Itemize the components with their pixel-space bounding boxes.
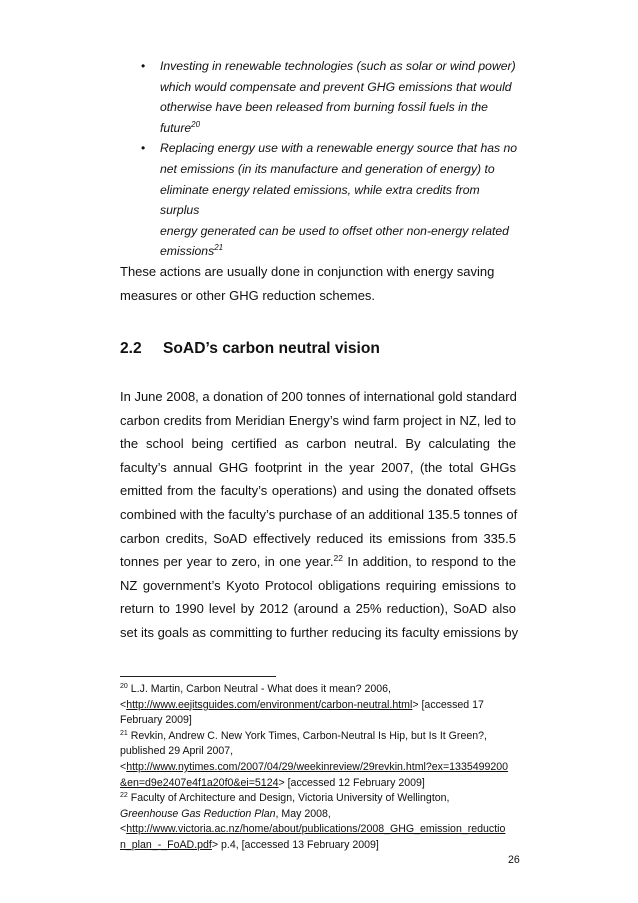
footnote-line bbox=[120, 698, 520, 714]
footnote-text: Faculty of Architecture and Design, Victoria University of Wellington, bbox=[127, 792, 450, 805]
footnote-link[interactable]: http://www.nytimes.com/2007/04/29/weekinreview/29revkin.html?ex=1335499200 bbox=[126, 760, 509, 773]
bullet-item bbox=[120, 138, 520, 262]
footnote-number: 20 bbox=[120, 683, 128, 690]
footnote-line: February 2009] bbox=[120, 714, 192, 727]
footnote-21 bbox=[120, 729, 520, 745]
bullet-marker: • bbox=[141, 59, 146, 73]
footnote-22 bbox=[120, 791, 520, 807]
paragraph-line: measures or other GHG reduction schemes. bbox=[120, 287, 376, 303]
angle-open: < bbox=[120, 823, 127, 836]
paragraph-line: These actions are usually done in conjunction with energy saving bbox=[120, 264, 495, 279]
paragraph-line: combined with the faculty’s purchase of an additional 135.5 tonnes of bbox=[120, 506, 518, 522]
footnote-ref-22[interactable]: 22 bbox=[333, 553, 343, 564]
footnote-20 bbox=[120, 682, 520, 698]
footnote-link[interactable]: http://www.eejitsguides.com/environment/carbon-neutral.html bbox=[126, 698, 413, 711]
footnote-number: 21 bbox=[120, 729, 128, 737]
footnotes bbox=[120, 682, 520, 854]
paragraph-line: carbon credits, SoAD effectively reduced its emissions from 335.5 bbox=[120, 530, 516, 546]
bullet-line: future bbox=[160, 120, 192, 135]
bullet-list bbox=[120, 56, 520, 262]
footnote-link[interactable]: http://www.victoria.ac.nz/home/about/publications/2008_GHG_emission_reductio bbox=[126, 823, 506, 836]
bullet-line: Replacing energy use with a renewable energy source that has no bbox=[160, 141, 518, 156]
line-text: tonnes per year to zero, in one year. bbox=[120, 554, 334, 570]
paragraph-line: the school being certified as carbon neutral. By calculating the bbox=[120, 436, 516, 452]
footnote-ref-21[interactable]: 21 bbox=[214, 243, 224, 253]
footnote-text: > p.4, [accessed 13 February 2009] bbox=[211, 838, 379, 851]
footnote-text: > [accessed 12 February 2009] bbox=[278, 776, 425, 789]
footnote-link[interactable]: &en=d9e2407e4f1a20f0&ei=5124 bbox=[120, 776, 279, 789]
footnote-divider bbox=[120, 676, 276, 677]
paragraph-actions bbox=[120, 260, 520, 307]
bullet-item bbox=[120, 56, 520, 138]
section-number: 2.2 bbox=[120, 340, 142, 357]
section-title: SoAD’s carbon neutral vision bbox=[163, 340, 380, 357]
bullet-line: net emissions (in its manufacture and generation of energy) to bbox=[160, 161, 495, 176]
bullet-marker: • bbox=[141, 141, 146, 156]
paragraph-line: emitted from the faculty’s operations) and using the donated offsets bbox=[120, 483, 516, 499]
paragraph-line-with-ref bbox=[120, 550, 516, 574]
footnote-text: > [accessed 17 bbox=[412, 698, 484, 711]
footnote-number: 22 bbox=[120, 792, 128, 800]
line-text: In addition, to respond to the bbox=[342, 554, 516, 570]
page-number: 26 bbox=[508, 854, 520, 866]
footnote-link[interactable]: n_plan_-_FoAD.pdf bbox=[120, 838, 212, 851]
paragraph-line: return to 1990 level by 2012 (around a 25% reduction), SoAD also bbox=[120, 601, 516, 617]
paragraph-line: faculty’s annual GHG footprint in the year 2007, (the total GHGs bbox=[120, 459, 516, 475]
bullet-line: Investing in renewable technologies (such as solar or wind power) bbox=[160, 59, 516, 73]
footnote-line bbox=[120, 760, 520, 776]
footnote-line bbox=[120, 776, 520, 792]
paragraph-line: carbon credits from Meridian Energy’s wind farm project in NZ, led to bbox=[120, 412, 516, 428]
angle-open: < bbox=[120, 698, 127, 711]
footnote-line: published 29 April 2007, bbox=[120, 745, 234, 758]
section-heading bbox=[120, 340, 380, 358]
footnote-text: Revkin, Andrew C. New York Times, Carbon-Neutral Is Hip, but Is It Green?, bbox=[127, 729, 487, 742]
paragraph-line: NZ government’s Kyoto Protocol obligations requiring emissions to bbox=[120, 577, 516, 593]
paragraph-vision bbox=[120, 385, 519, 645]
footnote-ref-20[interactable]: 20 bbox=[191, 119, 201, 129]
paragraph-line: In June 2008, a donation of 200 tonnes of international gold standard bbox=[120, 389, 517, 404]
angle-open: < bbox=[120, 760, 127, 773]
footnote-line bbox=[120, 822, 520, 838]
footnote-line bbox=[120, 838, 520, 854]
bullet-line: otherwise have been released from burning fossil fuels in the bbox=[160, 100, 488, 115]
footnote-title: Greenhouse Gas Reduction Plan bbox=[120, 807, 276, 820]
bullet-line: which would compensate and prevent GHG emissions that would bbox=[160, 79, 512, 94]
paragraph-line: set its goals as committing to further reducing its faculty emissions by bbox=[120, 624, 519, 640]
footnote-text: L.J. Martin, Carbon Neutral - What does it mean? 2006, bbox=[127, 683, 392, 695]
footnote-text: , May 2008, bbox=[275, 807, 331, 820]
bullet-line: energy generated can be used to offset other non-energy related bbox=[160, 223, 509, 238]
footnote-line bbox=[120, 807, 520, 823]
bullet-line: emissions bbox=[160, 244, 215, 259]
bullet-line: eliminate energy related emissions, while extra credits from surplus bbox=[160, 182, 480, 218]
